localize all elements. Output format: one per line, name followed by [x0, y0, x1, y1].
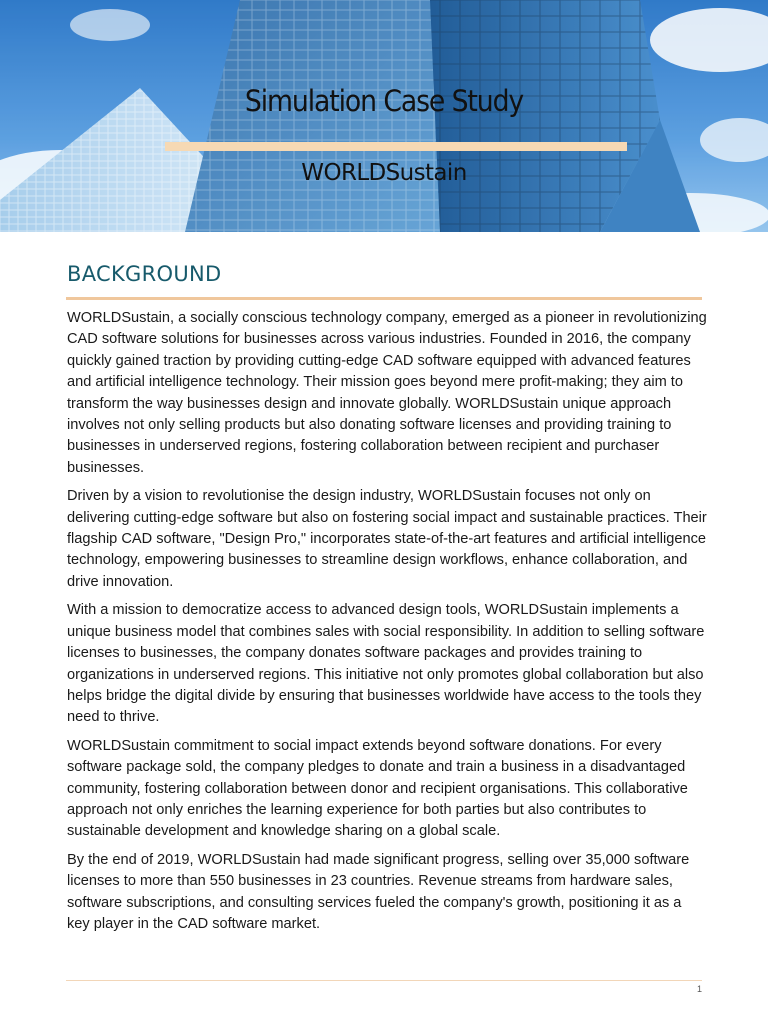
- paragraph: WORLDSustain, a socially conscious technology company, emerged as a pioneer in revolutionizing CAD software solutions for businesses across various industries. Founded in 2016, the company quickly gained traction by providing cutting-edge CAD software equipped with advanced features and artificial intelligence technology. Their mission goes beyond mere profit-making; they aim to transform the way businesses design and innovate globally. WORLDSustain unique approach involves not only selling products but also donating software licenses and providing training to businesses in underserved regions, fostering collaboration between recipient and purchaser businesses.: [67, 310, 707, 476]
- hero-banner: [0, 0, 768, 232]
- paragraph: WORLDSustain commitment to social impact extends beyond software donations. For every software package sold, the company pledges to donate and train a business in a disadvantaged community, fostering collaboration between donor and recipient organisations. This collaborative approach not only enriches the learning experience for both parties but also contributes to sustainable development and knowledge sharing on a global scale.: [67, 737, 688, 840]
- title-accent-bar: [165, 142, 627, 151]
- footer-divider: [66, 980, 702, 981]
- document-title: Simulation Case Study: [244, 84, 524, 118]
- document-subtitle: WORLDSustain: [301, 160, 467, 186]
- section-heading: BACKGROUND: [67, 262, 222, 286]
- paragraph: With a mission to democratize access to advanced design tools, WORLDSustain implements a unique business model that combines sales with social responsibility. In addition to selling software licenses to businesses, the company donates software packages and provides training to organizations in underserved regions. This initiative not only promotes global collaboration but also helps bridge the digital divide by ensuring that businesses worldwide have access to the tools they need to thrive.: [67, 602, 705, 726]
- paragraph: By the end of 2019, WORLDSustain had made significant progress, selling over 35,000 software licenses to more than 550 businesses in 23 countries. Revenue streams from hardware sales, software subscriptions, and consulting services fueled the company's growth, positioning it as a key player in the CAD software market.: [67, 851, 690, 932]
- paragraph: Driven by a vision to revolutionise the design industry, WORLDSustain focuses not only on delivering cutting-edge software but also on fostering social impact and sustainable practices. Their flagship CAD software, "Design Pro," incorporates state-of-the-art features and artificial intelligence technology, empowering businesses to streamline design workflows, enhance collaboration, and drive innovation.: [67, 488, 707, 590]
- body-text: [67, 308, 707, 942]
- section-divider: [66, 297, 702, 300]
- page-number: 1: [696, 984, 702, 994]
